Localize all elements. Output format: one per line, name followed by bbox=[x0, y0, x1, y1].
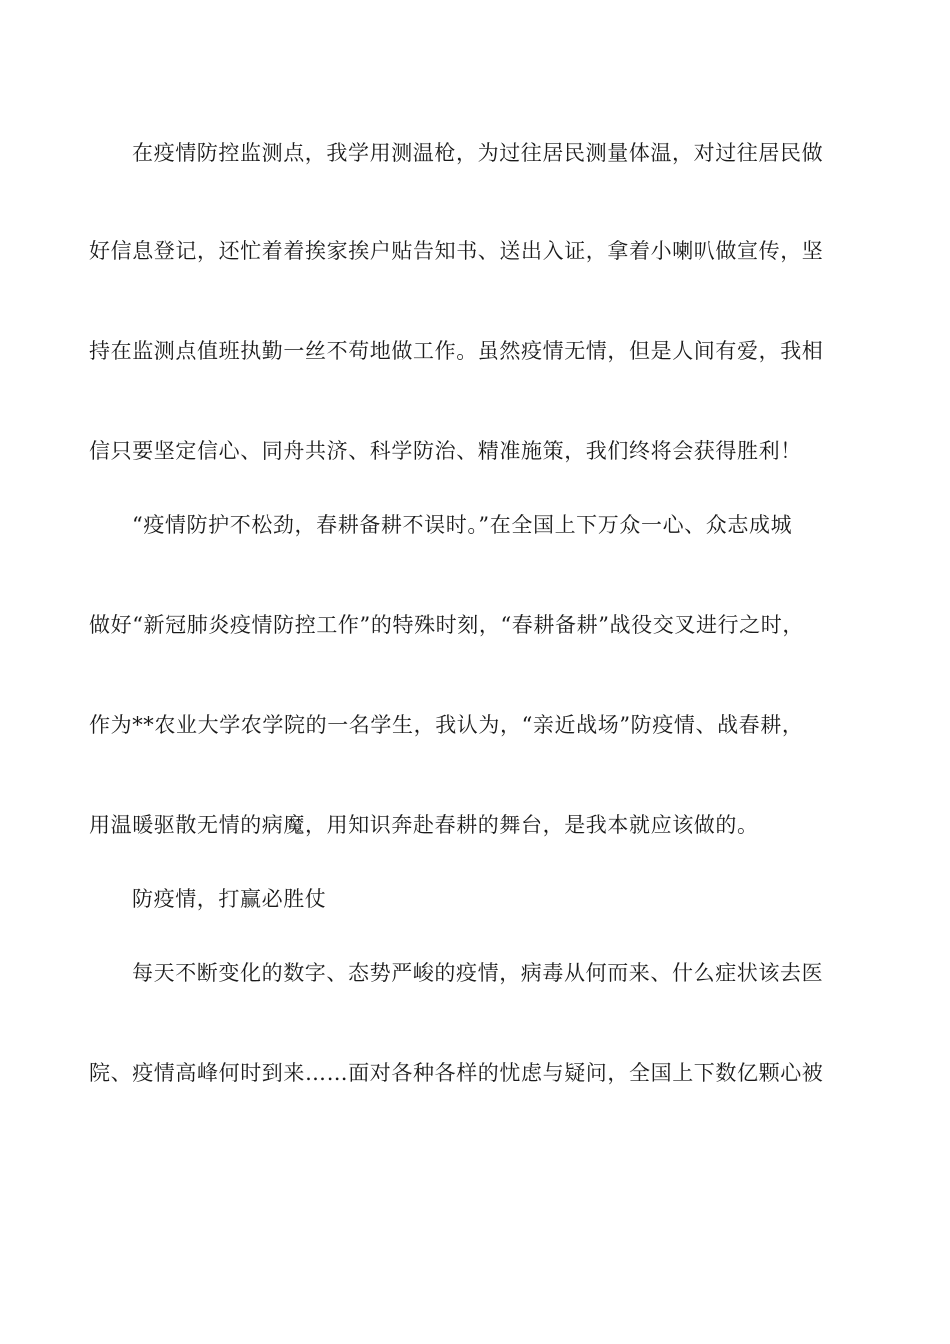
paragraph-3-line-2: 院、疫情高峰何时到来……面对各种各样的忧虑与疑问，全国上下数亿颗心被 bbox=[89, 1061, 824, 1085]
paragraph-2-line-3: 作为**农业大学农学院的一名学生，我认为，“亲近战场”防疫情、战春耕， bbox=[89, 713, 804, 737]
paragraph-1-line-4: 信只要坚定信心、同舟共济、科学防治、精准施策，我们终将会获得胜利！ bbox=[89, 439, 802, 463]
paragraph-3-line-1: 每天不断变化的数字、态势严峻的疫情，病毒从何而来、什么症状该去医 bbox=[132, 961, 824, 985]
paragraph-2-line-1: “疫情防护不松劲，春耕备耕不误时。”在全国上下万众一心、众志成城 bbox=[132, 513, 793, 537]
paragraph-1-line-1: 在疫情防控监测点，我学用测温枪，为过往居民测量体温，对过往居民做 bbox=[132, 141, 824, 165]
paragraph-1-line-2: 好信息登记，还忙着着挨家挨户贴告知书、送出入证，拿着小喇叭做宣传，坚 bbox=[89, 239, 824, 263]
paragraph-1-line-3: 持在监测点值班执勤一丝不苟地做工作。虽然疫情无情，但是人间有爱，我相 bbox=[89, 339, 824, 363]
section-heading: 防疫情，打赢必胜仗 bbox=[132, 887, 327, 911]
paragraph-2-line-2: 做好“新冠肺炎疫情防控工作”的特殊时刻，“春耕备耕”战役交叉进行之时， bbox=[89, 613, 804, 637]
paragraph-2-line-4: 用温暖驱散无情的病魔，用知识奔赴春耕的舞台，是我本就应该做的。 bbox=[89, 813, 759, 837]
